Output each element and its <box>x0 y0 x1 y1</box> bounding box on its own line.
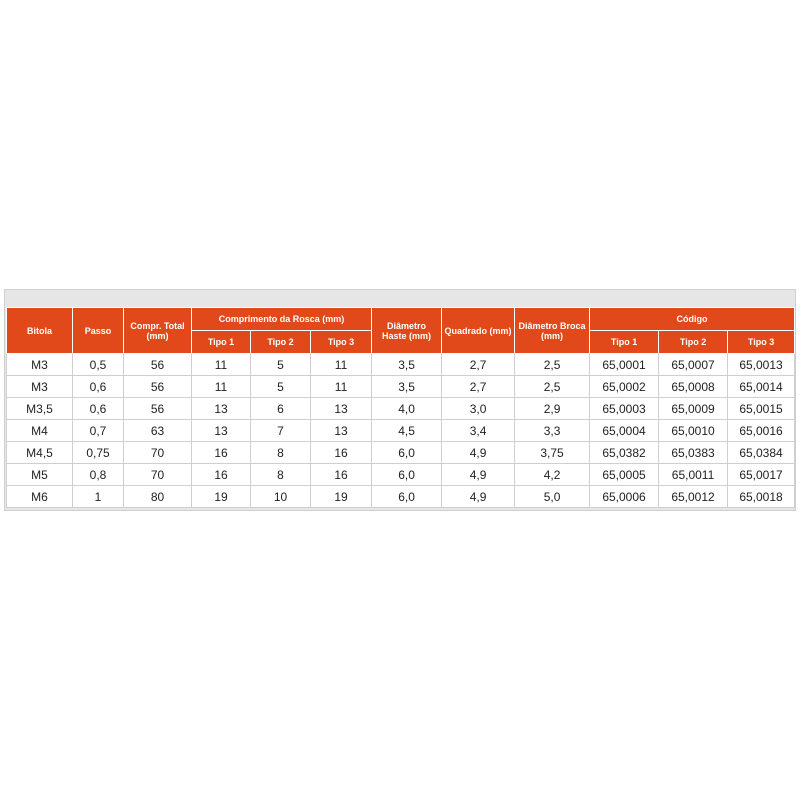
cell-rosca-tipo-1: 16 <box>192 464 251 486</box>
cell-codigo-tipo-3: 65,0013 <box>728 354 795 376</box>
cell-bitola: M3 <box>7 354 73 376</box>
cell-diametro-haste: 4,0 <box>372 398 442 420</box>
cell-quadrado: 4,9 <box>442 486 515 508</box>
header-rosca-tipo-3: Tipo 3 <box>311 331 372 354</box>
cell-compr-total: 80 <box>124 486 192 508</box>
cell-quadrado: 2,7 <box>442 376 515 398</box>
cell-rosca-tipo-2: 10 <box>251 486 311 508</box>
header-codigo-tipo-3: Tipo 3 <box>728 331 795 354</box>
cell-rosca-tipo-1: 19 <box>192 486 251 508</box>
cell-diametro-broca: 2,9 <box>515 398 590 420</box>
header-diametro-haste: Diâmetro Haste (mm) <box>372 308 442 354</box>
header-quadrado: Quadrado (mm) <box>442 308 515 354</box>
cell-diametro-broca: 3,75 <box>515 442 590 464</box>
table-row <box>7 398 795 420</box>
cell-bitola: M6 <box>7 486 73 508</box>
cell-quadrado: 4,9 <box>442 464 515 486</box>
cell-codigo-tipo-2: 65,0008 <box>659 376 728 398</box>
cell-codigo-tipo-3: 65,0015 <box>728 398 795 420</box>
table-row <box>7 420 795 442</box>
header-row-group <box>7 308 795 331</box>
cell-codigo-tipo-2: 65,0383 <box>659 442 728 464</box>
cell-rosca-tipo-1: 13 <box>192 398 251 420</box>
spec-table <box>6 307 795 508</box>
cell-codigo-tipo-1: 65,0004 <box>590 420 659 442</box>
cell-diametro-broca: 2,5 <box>515 376 590 398</box>
cell-rosca-tipo-2: 5 <box>251 376 311 398</box>
cell-rosca-tipo-3: 11 <box>311 354 372 376</box>
cell-codigo-tipo-1: 65,0005 <box>590 464 659 486</box>
cell-codigo-tipo-2: 65,0009 <box>659 398 728 420</box>
table-row <box>7 442 795 464</box>
cell-rosca-tipo-1: 11 <box>192 376 251 398</box>
cell-codigo-tipo-1: 65,0006 <box>590 486 659 508</box>
cell-codigo-tipo-1: 65,0382 <box>590 442 659 464</box>
cell-passo: 1 <box>73 486 124 508</box>
cell-compr-total: 56 <box>124 376 192 398</box>
cell-bitola: M4 <box>7 420 73 442</box>
cell-passo: 0,6 <box>73 398 124 420</box>
cell-rosca-tipo-3: 16 <box>311 442 372 464</box>
cell-compr-total: 56 <box>124 398 192 420</box>
cell-codigo-tipo-1: 65,0003 <box>590 398 659 420</box>
cell-codigo-tipo-2: 65,0011 <box>659 464 728 486</box>
header-rosca-tipo-2: Tipo 2 <box>251 331 311 354</box>
cell-diametro-haste: 6,0 <box>372 442 442 464</box>
cell-rosca-tipo-3: 13 <box>311 398 372 420</box>
cell-compr-total: 63 <box>124 420 192 442</box>
table-body <box>7 354 795 508</box>
cell-passo: 0,6 <box>73 376 124 398</box>
cell-rosca-tipo-2: 5 <box>251 354 311 376</box>
cell-rosca-tipo-3: 16 <box>311 464 372 486</box>
cell-bitola: M4,5 <box>7 442 73 464</box>
cell-passo: 0,5 <box>73 354 124 376</box>
cell-bitola: M3,5 <box>7 398 73 420</box>
cell-diametro-broca: 4,2 <box>515 464 590 486</box>
header-compr-total: Compr. Total (mm) <box>124 308 192 354</box>
cell-passo: 0,7 <box>73 420 124 442</box>
cell-rosca-tipo-1: 16 <box>192 442 251 464</box>
cell-rosca-tipo-1: 11 <box>192 354 251 376</box>
table-row <box>7 486 795 508</box>
cell-codigo-tipo-3: 65,0016 <box>728 420 795 442</box>
cell-diametro-haste: 6,0 <box>372 464 442 486</box>
cell-diametro-haste: 4,5 <box>372 420 442 442</box>
cell-bitola: M3 <box>7 376 73 398</box>
cell-rosca-tipo-2: 8 <box>251 442 311 464</box>
cell-diametro-broca: 2,5 <box>515 354 590 376</box>
header-bitola: Bitola <box>7 308 73 354</box>
table-row <box>7 354 795 376</box>
cell-diametro-broca: 5,0 <box>515 486 590 508</box>
header-codigo-tipo-2: Tipo 2 <box>659 331 728 354</box>
table-row <box>7 376 795 398</box>
table-row <box>7 464 795 486</box>
cell-codigo-tipo-3: 65,0017 <box>728 464 795 486</box>
cell-codigo-tipo-3: 65,0018 <box>728 486 795 508</box>
cell-codigo-tipo-1: 65,0002 <box>590 376 659 398</box>
cell-quadrado: 3,0 <box>442 398 515 420</box>
cell-passo: 0,8 <box>73 464 124 486</box>
header-comprimento-rosca: Comprimento da Rosca (mm) <box>192 308 372 331</box>
cell-bitola: M5 <box>7 464 73 486</box>
cell-codigo-tipo-2: 65,0007 <box>659 354 728 376</box>
cell-compr-total: 70 <box>124 442 192 464</box>
header-passo: Passo <box>73 308 124 354</box>
header-rosca-tipo-1: Tipo 1 <box>192 331 251 354</box>
cell-compr-total: 70 <box>124 464 192 486</box>
cell-rosca-tipo-1: 13 <box>192 420 251 442</box>
cell-quadrado: 3,4 <box>442 420 515 442</box>
cell-codigo-tipo-1: 65,0001 <box>590 354 659 376</box>
cell-diametro-haste: 6,0 <box>372 486 442 508</box>
cell-codigo-tipo-2: 65,0010 <box>659 420 728 442</box>
cell-compr-total: 56 <box>124 354 192 376</box>
cell-rosca-tipo-2: 6 <box>251 398 311 420</box>
cell-rosca-tipo-2: 8 <box>251 464 311 486</box>
cell-diametro-haste: 3,5 <box>372 354 442 376</box>
cell-quadrado: 2,7 <box>442 354 515 376</box>
cell-codigo-tipo-3: 65,0014 <box>728 376 795 398</box>
header-codigo-tipo-1: Tipo 1 <box>590 331 659 354</box>
cell-quadrado: 4,9 <box>442 442 515 464</box>
cell-diametro-haste: 3,5 <box>372 376 442 398</box>
cell-codigo-tipo-2: 65,0012 <box>659 486 728 508</box>
cell-rosca-tipo-3: 13 <box>311 420 372 442</box>
cell-passo: 0,75 <box>73 442 124 464</box>
cell-rosca-tipo-2: 7 <box>251 420 311 442</box>
cell-codigo-tipo-3: 65,0384 <box>728 442 795 464</box>
cell-diametro-broca: 3,3 <box>515 420 590 442</box>
cell-rosca-tipo-3: 11 <box>311 376 372 398</box>
cell-rosca-tipo-3: 19 <box>311 486 372 508</box>
header-diametro-broca: Diâmetro Broca (mm) <box>515 308 590 354</box>
header-codigo: Código <box>590 308 795 331</box>
